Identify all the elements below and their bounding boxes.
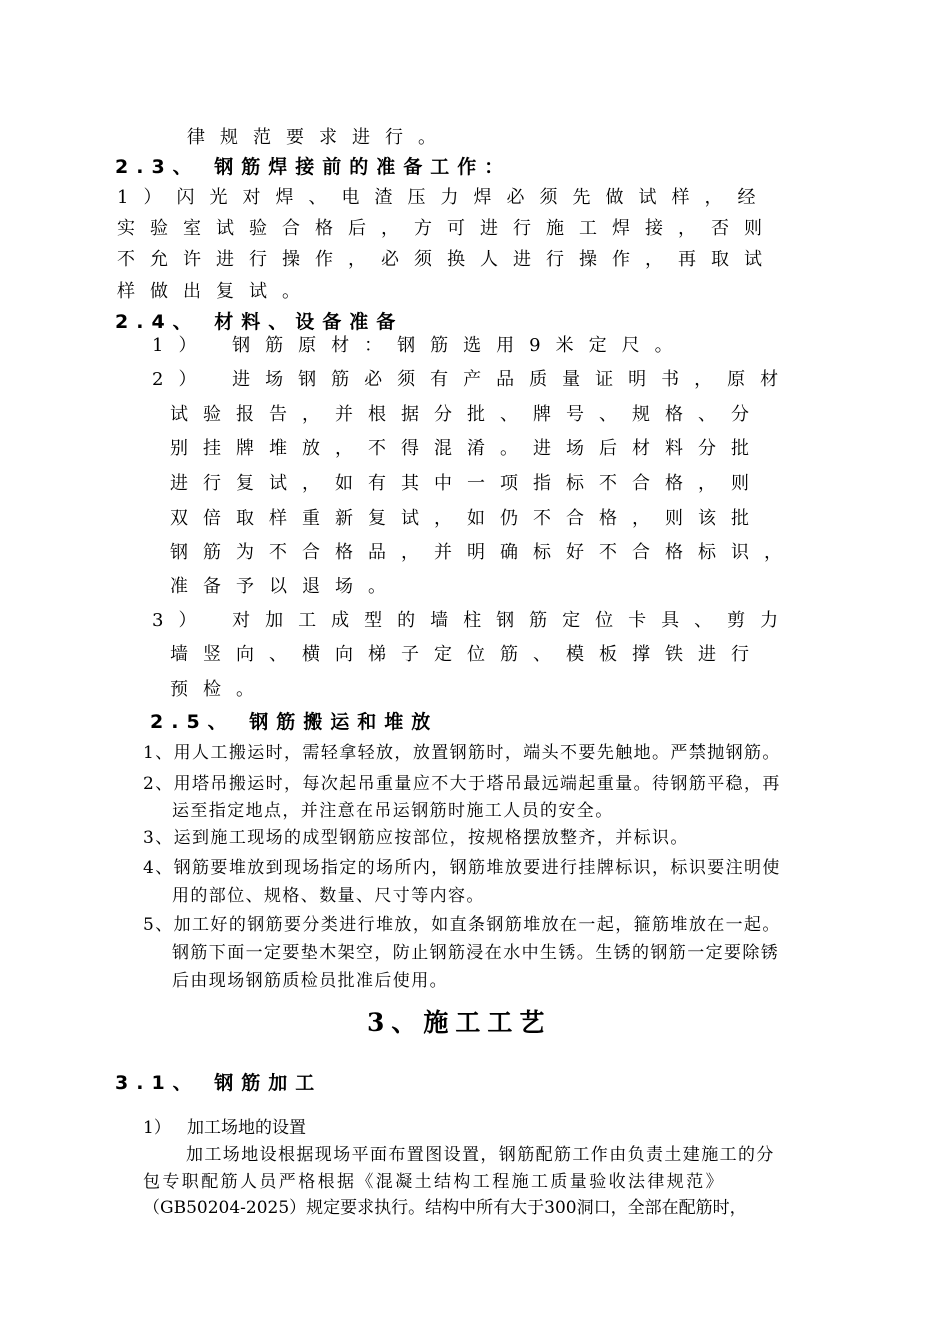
section-heading-2-5: 2.5、 钢筋搬运和堆放 [150,711,439,733]
list-item-continuation: 试验报告，并根据分批、牌号、规格、分 [170,404,764,425]
list-item-continuation: 进行复试，如有其中一项指标不合格，则 [170,473,764,494]
list-item: 3、运到施工现场的成型钢筋应按部位，按规格摆放整齐，并标识。 [143,828,689,848]
list-item-continuation: 用的部位、规格、数量、尺寸等内容。 [172,886,485,906]
section-heading-2-3: 2.3、 钢筋焊接前的准备工作： [115,156,512,178]
list-item: 3） 对加工成型的墙柱钢筋定位卡具、剪力 [152,610,794,631]
list-item: 1、用人工搬运时，需轻拿轻放，放置钢筋时，端头不要先触地。严禁抛钢筋。 [143,743,781,763]
paragraph-line: 1）闪光对焊、电渣压力焊必须先做试样，经 [117,187,771,208]
list-item-continuation: 别挂牌堆放，不得混淆。进场后材料分批 [170,438,764,459]
intro-line: 律规范要求进行。 [187,127,451,148]
list-item: 1） 加工场地的设置 [143,1118,307,1138]
section-heading-3-1: 3.1、 钢筋加工 [115,1072,323,1094]
list-item-continuation: 墙竖向、横向梯子定位筋、模板撑铁进行 [170,644,764,665]
paragraph-line: 样做出复试。 [117,281,315,302]
list-item: 2、用塔吊搬运时，每次起吊重量应不大于塔吊最远端起重量。待钢筋平稳，再 [143,774,781,794]
list-item-continuation: 双倍取样重新复试，如仍不合格，则该批 [170,508,764,529]
list-item-continuation: 预检。 [170,679,269,700]
chapter-heading-3: 3、施工工艺 [367,1008,552,1037]
list-item-continuation: 钢筋为不合格品，并明确标好不合格标识， [170,542,797,563]
paragraph-line: （GB50204-2025）规定要求执行。结构中所有大于300洞口，全部在配筋时， [143,1198,747,1218]
list-item: 2） 进场钢筋必须有产品质量证明书，原材 [152,369,794,390]
paragraph-line: 包专职配筋人员严格根据《混凝土结构工程施工质量验收法律规范》 [143,1172,725,1192]
paragraph-line: 加工场地设根据现场平面布置图设置，钢筋配筋工作由负责土建施工的分 [186,1145,775,1165]
list-item-continuation: 准备予以退场。 [170,576,401,597]
list-item-continuation: 钢筋下面一定要垫木架空，防止钢筋浸在水中生锈。生锈的钢筋一定要除锈 [172,943,780,963]
paragraph-line: 实验室试验合格后，方可进行施工焊接，否则 [117,218,777,239]
list-item-continuation: 后由现场钢筋质检员批准后使用。 [172,971,448,991]
list-item: 5、加工好的钢筋要分类进行堆放，如直条钢筋堆放在一起，箍筋堆放在一起。 [143,915,781,935]
paragraph-line: 不允许进行操作，必须换人进行操作，再取试 [117,249,777,270]
section-heading-2-4: 2.4、 材料、设备准备 [115,311,404,333]
list-item-continuation: 运至指定地点，并注意在吊运钢筋时施工人员的安全。 [172,801,614,821]
list-item: 1） 钢筋原材：钢筋选用9米定尺。 [152,335,688,356]
list-item: 4、钢筋要堆放到现场指定的场所内，钢筋堆放要进行挂牌标识，标识要注明使 [143,858,781,878]
